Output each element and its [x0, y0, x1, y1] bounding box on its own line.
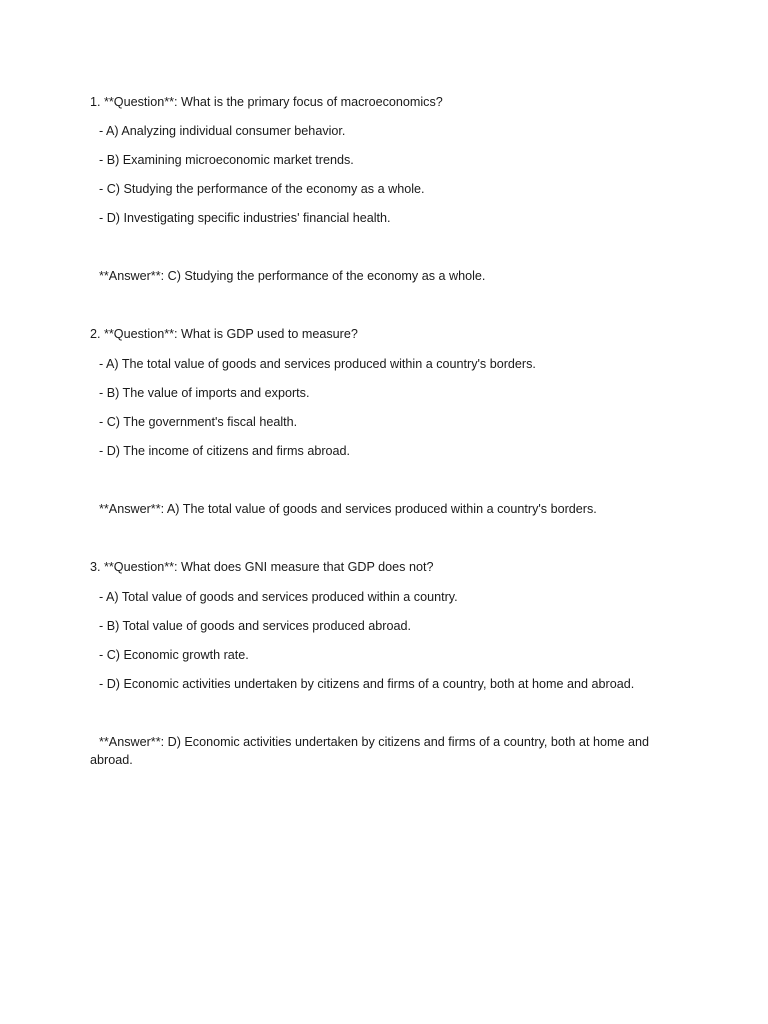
question-3-text: 3. **Question**: What does GNI measure that GDP does not? [90, 560, 434, 574]
question-3-answer: **Answer**: D) Economic activities undertaken by citizens and firms of a country, both at home and abroad. [90, 735, 649, 767]
question-2-answer: **Answer**: A) The total value of goods and services produced within a country's borders. [99, 502, 597, 516]
question-2-option-d: - D) The income of citizens and firms abroad. [99, 444, 351, 458]
question-3-option-c: - C) Economic growth rate. [99, 648, 249, 662]
question-3-option-d: - D) Economic activities undertaken by citizens and firms of a country, both at home and abroad. [99, 677, 635, 691]
question-1-option-c: - C) Studying the performance of the economy as a whole. [99, 182, 425, 196]
question-2-option-c: - C) The government's fiscal health. [99, 415, 298, 429]
question-1-option-a: - A) Analyzing individual consumer behavior. [99, 124, 346, 138]
question-2-text: 2. **Question**: What is GDP used to measure? [90, 327, 358, 341]
question-1-answer: **Answer**: C) Studying the performance of the economy as a whole. [99, 269, 486, 283]
question-3-option-b: - B) Total value of goods and services produced abroad. [99, 619, 412, 633]
question-1-option-b: - B) Examining microeconomic market trends. [99, 153, 354, 167]
question-2-option-b: - B) The value of imports and exports. [99, 386, 310, 400]
question-2-option-a: - A) The total value of goods and services produced within a country's borders. [99, 357, 536, 371]
question-1-text: 1. **Question**: What is the primary focus of macroeconomics? [90, 95, 443, 109]
question-3-option-a: - A) Total value of goods and services produced within a country. [99, 590, 458, 604]
question-1-option-d: - D) Investigating specific industries' financial health. [99, 211, 391, 225]
